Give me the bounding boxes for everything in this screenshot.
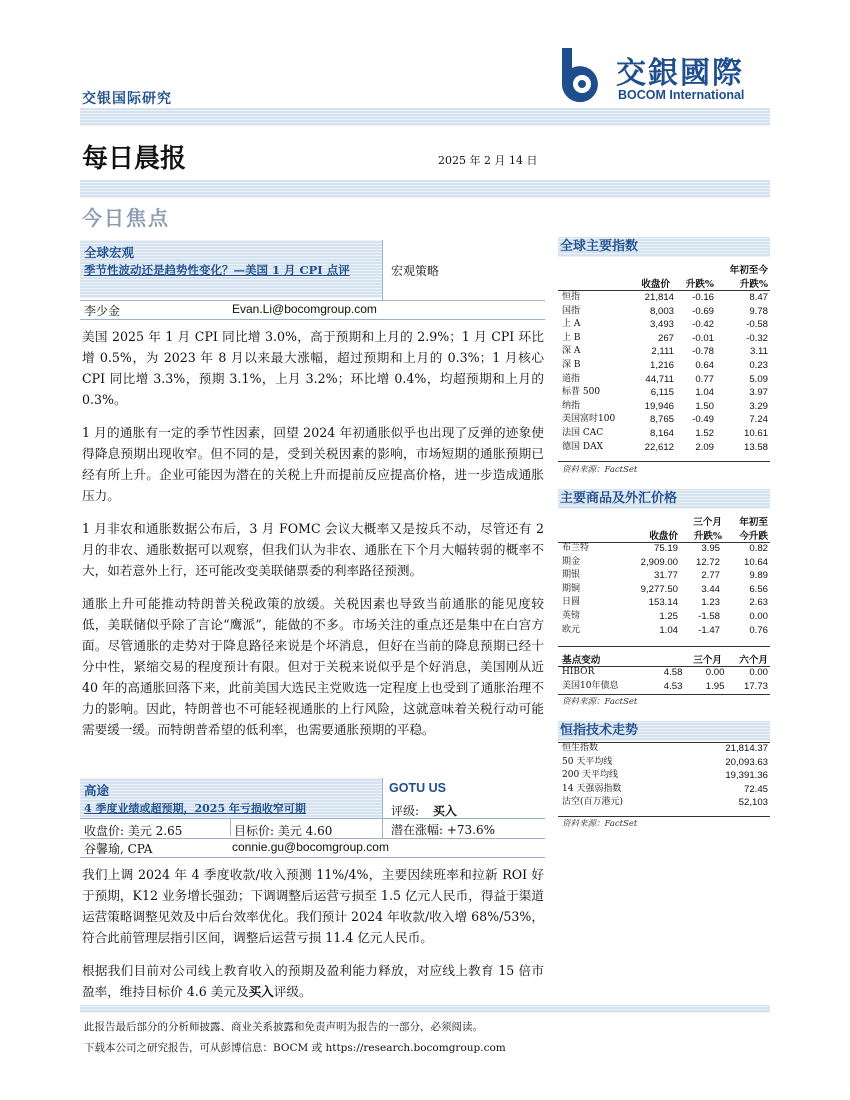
index-name: 深 B bbox=[562, 359, 581, 370]
indices-col-ytd: 年初至今 bbox=[729, 265, 768, 276]
commodities-source: 资料来源：FactSet bbox=[562, 697, 638, 707]
article2-target: 目标价: 美元 4.60 bbox=[234, 824, 333, 838]
rates-header: 基点变动 bbox=[562, 655, 601, 666]
index-name: 法国 CAC bbox=[562, 427, 604, 438]
index-ytd: 3.97 bbox=[749, 387, 768, 399]
index-name: 纳指 bbox=[562, 400, 581, 411]
index-row bbox=[562, 413, 768, 427]
article2-ticker: GOTU US bbox=[389, 781, 446, 795]
technical-row bbox=[562, 756, 768, 770]
commodity-close: 153.14 bbox=[648, 597, 678, 609]
indices-col-ytd2: 升跌% bbox=[739, 279, 768, 290]
index-close: 8,164 bbox=[649, 427, 674, 439]
footer-disclaimer: 此报告最后部分的分析师披露、商业关系披露和免责声明为报告的一部分，必须阅读。 bbox=[84, 1021, 483, 1033]
rating-value: 买入 bbox=[432, 804, 457, 818]
index-change: -0.01 bbox=[692, 332, 714, 344]
technical-value: 19,391.36 bbox=[725, 770, 768, 782]
commodity-close: 9,277.50 bbox=[640, 583, 678, 595]
index-close: 21,814 bbox=[644, 292, 674, 303]
rates-col-6m: 六个月 bbox=[739, 655, 768, 666]
index-name: 道指 bbox=[562, 373, 581, 384]
article2-email[interactable]: connie.gu@bocomgroup.com bbox=[232, 840, 389, 854]
commodity-name: 英镑 bbox=[562, 610, 581, 621]
index-row bbox=[562, 305, 768, 319]
commodity-name: 期铜 bbox=[562, 583, 581, 594]
index-ytd: 9.78 bbox=[749, 305, 768, 317]
commodity-3m: 1.23 bbox=[701, 597, 720, 609]
index-ytd: 3.11 bbox=[750, 346, 768, 358]
header-stripe bbox=[80, 108, 770, 126]
index-close: 44,711 bbox=[645, 373, 674, 385]
article1-body bbox=[82, 326, 544, 752]
index-close: 8,765 bbox=[649, 414, 674, 426]
index-close: 19,946 bbox=[644, 400, 674, 412]
commodity-name: 日圆 bbox=[562, 597, 581, 608]
commodities-col-ytd2: 今升跌 bbox=[739, 531, 768, 542]
indices-col-chg: 升跌% bbox=[685, 279, 714, 290]
page-title: 每日晨报 bbox=[82, 144, 187, 174]
rates-table bbox=[562, 666, 768, 693]
technical-name: 200 天平均线 bbox=[562, 770, 619, 781]
technical-name: 沽空(百万港元) bbox=[562, 797, 624, 808]
index-ytd: 13.58 bbox=[743, 441, 768, 453]
index-ytd: 0.23 bbox=[749, 359, 768, 371]
index-row bbox=[562, 386, 768, 400]
rate-name: HIBOR bbox=[562, 667, 595, 677]
commodity-3m: 3.95 bbox=[701, 543, 720, 554]
index-ytd: 3.29 bbox=[749, 400, 768, 412]
commodity-close: 75.19 bbox=[653, 543, 678, 554]
index-change: -0.16 bbox=[692, 292, 714, 303]
title-stripe bbox=[80, 180, 770, 198]
article2-paragraph: 我们上调 2024 年 4 季度收款/收入预测 11%/4%，主要因续班率和拉新 ROI 好于预期，K12 业务增长强劲；下调调整后运营亏损至 1.5 亿元人民币，得益于渠道运营策略调整见效及中后台效率优化。我们预计 2024 年收款/收入增 68%/53%，符合此前管理层指引区间，调整后运营亏损 11.4 亿元人民币。 bbox=[82, 867, 544, 945]
commodities-col-ytd: 年初至 bbox=[739, 517, 768, 528]
index-row bbox=[562, 291, 768, 305]
technical-value: 52,103 bbox=[738, 797, 768, 809]
index-name: 上 B bbox=[562, 332, 581, 343]
article1-category: 全球宏观 bbox=[84, 245, 135, 260]
index-change: 1.52 bbox=[695, 427, 714, 439]
index-row bbox=[562, 427, 768, 441]
index-close: 8,003 bbox=[649, 305, 674, 317]
index-name: 美国富时100 bbox=[562, 414, 616, 425]
technical-name: 14 天强弱指数 bbox=[562, 783, 622, 794]
commodities-col-3m2: 升跌% bbox=[693, 531, 722, 542]
article1-paragraph: 1 月的通胀有一定的季节性因素，回望 2024 年初通胀似乎也出现了反弹的迹象使得降息预期出现收窄。但不同的是，受到关税因素的影响，市场短期的通胀预期已经有所上升。企业可能因为潜在的关税上升而提前反应提高价格，进一步造成通胀压力。 bbox=[82, 425, 544, 503]
commodity-3m: 12.72 bbox=[695, 556, 720, 568]
rates-col-3m: 三个月 bbox=[693, 655, 722, 666]
indices-source: 资料来源：FactSet bbox=[562, 465, 638, 475]
rate-row bbox=[562, 680, 768, 694]
footer-stripe bbox=[80, 1005, 770, 1013]
indices-col-close: 收盘价 bbox=[641, 279, 670, 290]
indices-title: 全球主要指数 bbox=[558, 237, 770, 257]
index-name: 上 A bbox=[562, 319, 581, 330]
commodity-row bbox=[562, 583, 768, 597]
technical-name: 恒生指数 bbox=[562, 743, 599, 753]
commodities-table bbox=[562, 542, 768, 637]
technical-value: 20,093.63 bbox=[725, 756, 768, 768]
index-ytd: -0.32 bbox=[746, 332, 768, 344]
index-change: 0.64 bbox=[695, 359, 714, 371]
index-name: 德国 DAX bbox=[562, 441, 603, 452]
article2-price: 收盘价: 美元 2.65 bbox=[84, 824, 183, 838]
commodity-close: 2,909.00 bbox=[640, 556, 678, 568]
logo-text-en: BOCOM International bbox=[618, 88, 745, 102]
logo-text-cn: 交銀國際 bbox=[616, 56, 744, 91]
rate-name: 美国10年债息 bbox=[562, 680, 619, 691]
rate-6m: 0.00 bbox=[749, 667, 768, 678]
article1-paragraph: 美国 2025 年 1 月 CPI 同比增 3.0%，高于预期和上月的 2.9%；1 月 CPI 环比增 0.5%，为 2023 年 8 月以来最大涨幅，超过预期和上月的 0.3%；1 月核心 CPI 同比增 3.3%，预期 3.1%，上月 3.2%；环比增 0.4%，均超预期和上月的 0.3%。 bbox=[82, 329, 544, 407]
rate-3m: 0.00 bbox=[705, 667, 725, 678]
commodity-ytd: 10.64 bbox=[743, 556, 768, 568]
rate-3m: 1.95 bbox=[705, 680, 725, 692]
commodity-row bbox=[562, 569, 768, 583]
article2-paragraph: 根据我们目前对公司线上教育收入的预期及盈利能力释放，对应线上教育 15 倍市盈率，维持目标价 4.6 美元及买入评级。 bbox=[82, 963, 544, 999]
article1-paragraph: 1 月非农和通胀数据公布后，3 月 FOMC 会议大概率又是按兵不动，尽管还有 2 月的非农、通胀数据可以观察，但我们认为非农、通胀在下个月大幅转弱的概率不大，如若意外上行，还可能改变美联储票委的利率路径预测。 bbox=[82, 521, 544, 578]
index-row bbox=[562, 441, 768, 455]
commodity-close: 1.04 bbox=[659, 624, 678, 636]
rate-close: 4.58 bbox=[663, 667, 683, 678]
index-name: 标普 500 bbox=[562, 387, 601, 398]
article1-author: 李少金 bbox=[84, 304, 121, 318]
bocom-logo-icon bbox=[558, 46, 612, 104]
commodities-col-3m: 三个月 bbox=[693, 517, 722, 528]
index-ytd: 8.47 bbox=[749, 292, 768, 303]
rate-6m: 17.73 bbox=[743, 680, 768, 692]
index-ytd: 10.61 bbox=[743, 427, 768, 439]
commodity-3m: -1.47 bbox=[698, 624, 720, 636]
commodity-ytd: 2.63 bbox=[749, 597, 768, 609]
commodity-row bbox=[562, 610, 768, 624]
article2-author: 谷馨瑜, CPA bbox=[84, 842, 153, 856]
technical-source: 资料来源：FactSet bbox=[562, 819, 638, 829]
index-row bbox=[562, 318, 768, 332]
technical-table bbox=[562, 742, 768, 810]
rating-label: 评级: bbox=[391, 804, 420, 818]
commodity-close: 31.77 bbox=[653, 570, 678, 582]
commodity-3m: 2.77 bbox=[701, 570, 720, 582]
commodity-row bbox=[562, 624, 768, 638]
index-row bbox=[562, 332, 768, 346]
index-name: 深 A bbox=[562, 346, 581, 357]
technical-row bbox=[562, 796, 768, 810]
commodity-row bbox=[562, 596, 768, 610]
commodity-row bbox=[562, 542, 768, 556]
article1-tag: 宏观策略 bbox=[391, 264, 440, 278]
commodities-title: 主要商品及外汇价格 bbox=[558, 489, 770, 509]
commodity-name: 布兰特 bbox=[562, 543, 590, 553]
index-close: 3,493 bbox=[649, 319, 674, 331]
index-change: 2.09 bbox=[695, 441, 714, 453]
index-ytd: -0.58 bbox=[746, 319, 768, 331]
index-change: -0.69 bbox=[692, 305, 714, 317]
article2-rating bbox=[391, 802, 457, 819]
commodity-row bbox=[562, 556, 768, 570]
index-change: -0.49 bbox=[692, 414, 714, 426]
technical-value: 21,814.37 bbox=[725, 743, 768, 754]
commodity-ytd: 0.00 bbox=[749, 610, 768, 622]
index-change: -0.78 bbox=[692, 346, 714, 358]
rate-close: 4.53 bbox=[663, 680, 683, 692]
index-row bbox=[562, 359, 768, 373]
article1-email[interactable]: Evan.Li@bocomgroup.com bbox=[232, 302, 377, 316]
article2-upside: 潜在涨幅: +73.6% bbox=[391, 823, 496, 837]
index-name: 恒指 bbox=[562, 292, 581, 302]
rate-row bbox=[562, 666, 768, 680]
technical-name: 50 天平均线 bbox=[562, 756, 613, 767]
index-change: 1.04 bbox=[695, 387, 714, 399]
article2-body bbox=[82, 864, 544, 1014]
commodity-ytd: 6.56 bbox=[749, 583, 768, 595]
commodity-ytd: 0.82 bbox=[749, 543, 768, 554]
index-close: 6,115 bbox=[650, 387, 674, 399]
article1-paragraph: 通胀上升可能推动特朗普关税政策的放缓。关税因素也导致当前通胀的能见度较低，美联储似乎除了言论“鹰派”，能做的不多。市场关注的重点还是集中在白宫方面。尽管通胀的走势对于降息路径来说是个坏消息，但好在当前的降息预期已经十分中性，紧缩交易的程度预计有限。但对于关税来说似乎是个好消息，美国刚从近 40 年的高通胀回落下来，此前美国大选民主党败选一定程度上也受到了通胀治理不力的影响。因此，特朗普也不可能轻视通胀的上行风险，这就意味着关税行动可能需要缓一缓。而特朗普希望的低利率，也需要通胀预期的平稳。 bbox=[82, 596, 544, 737]
commodity-name: 欧元 bbox=[562, 624, 581, 635]
index-change: 1.50 bbox=[695, 400, 714, 412]
logo bbox=[558, 46, 770, 106]
index-close: 2,111 bbox=[651, 346, 674, 358]
commodity-name: 期银 bbox=[562, 570, 581, 581]
index-ytd: 7.24 bbox=[749, 414, 768, 426]
commodity-close: 1.25 bbox=[659, 610, 678, 622]
brand-label: 交银国际研究 bbox=[82, 91, 172, 107]
commodity-ytd: 0.76 bbox=[749, 624, 768, 636]
technical-row bbox=[562, 742, 768, 756]
technical-row bbox=[562, 783, 768, 797]
section-title: 今日焦点 bbox=[82, 206, 170, 230]
article2-category: 高途 bbox=[84, 783, 110, 798]
indices-table bbox=[562, 291, 768, 454]
index-row bbox=[562, 345, 768, 359]
commodity-name: 期金 bbox=[562, 556, 581, 567]
commodities-col-close: 收盘价 bbox=[649, 531, 678, 542]
index-row bbox=[562, 400, 768, 414]
article2-headline[interactable]: 4 季度业绩或超预期，2025 年亏损收窄可期 bbox=[84, 802, 306, 815]
technical-title: 恒指技术走势 bbox=[558, 721, 770, 741]
commodity-3m: -1.58 bbox=[698, 610, 720, 622]
index-change: -0.42 bbox=[692, 319, 714, 331]
index-close: 267 bbox=[657, 332, 674, 344]
index-change: 0.77 bbox=[695, 373, 714, 385]
article1-headline[interactable]: 季节性波动还是趋势性变化？—美国 1 月 CPI 点评 bbox=[84, 263, 350, 277]
index-close: 22,612 bbox=[644, 441, 674, 453]
index-name: 国指 bbox=[562, 305, 581, 316]
index-row bbox=[562, 373, 768, 387]
report-date: 2025 年 2 月 14 日 bbox=[438, 154, 538, 167]
index-ytd: 5.09 bbox=[749, 373, 768, 385]
footer-download[interactable]: 下载本公司之研究报告，可从彭博信息：BOCM 或 https://research.bocomgroup.com bbox=[84, 1042, 506, 1054]
technical-value: 72.45 bbox=[743, 783, 768, 795]
commodity-ytd: 9.89 bbox=[749, 570, 768, 582]
technical-row bbox=[562, 769, 768, 783]
commodity-3m: 3.44 bbox=[701, 583, 720, 595]
index-close: 1,216 bbox=[649, 359, 674, 371]
